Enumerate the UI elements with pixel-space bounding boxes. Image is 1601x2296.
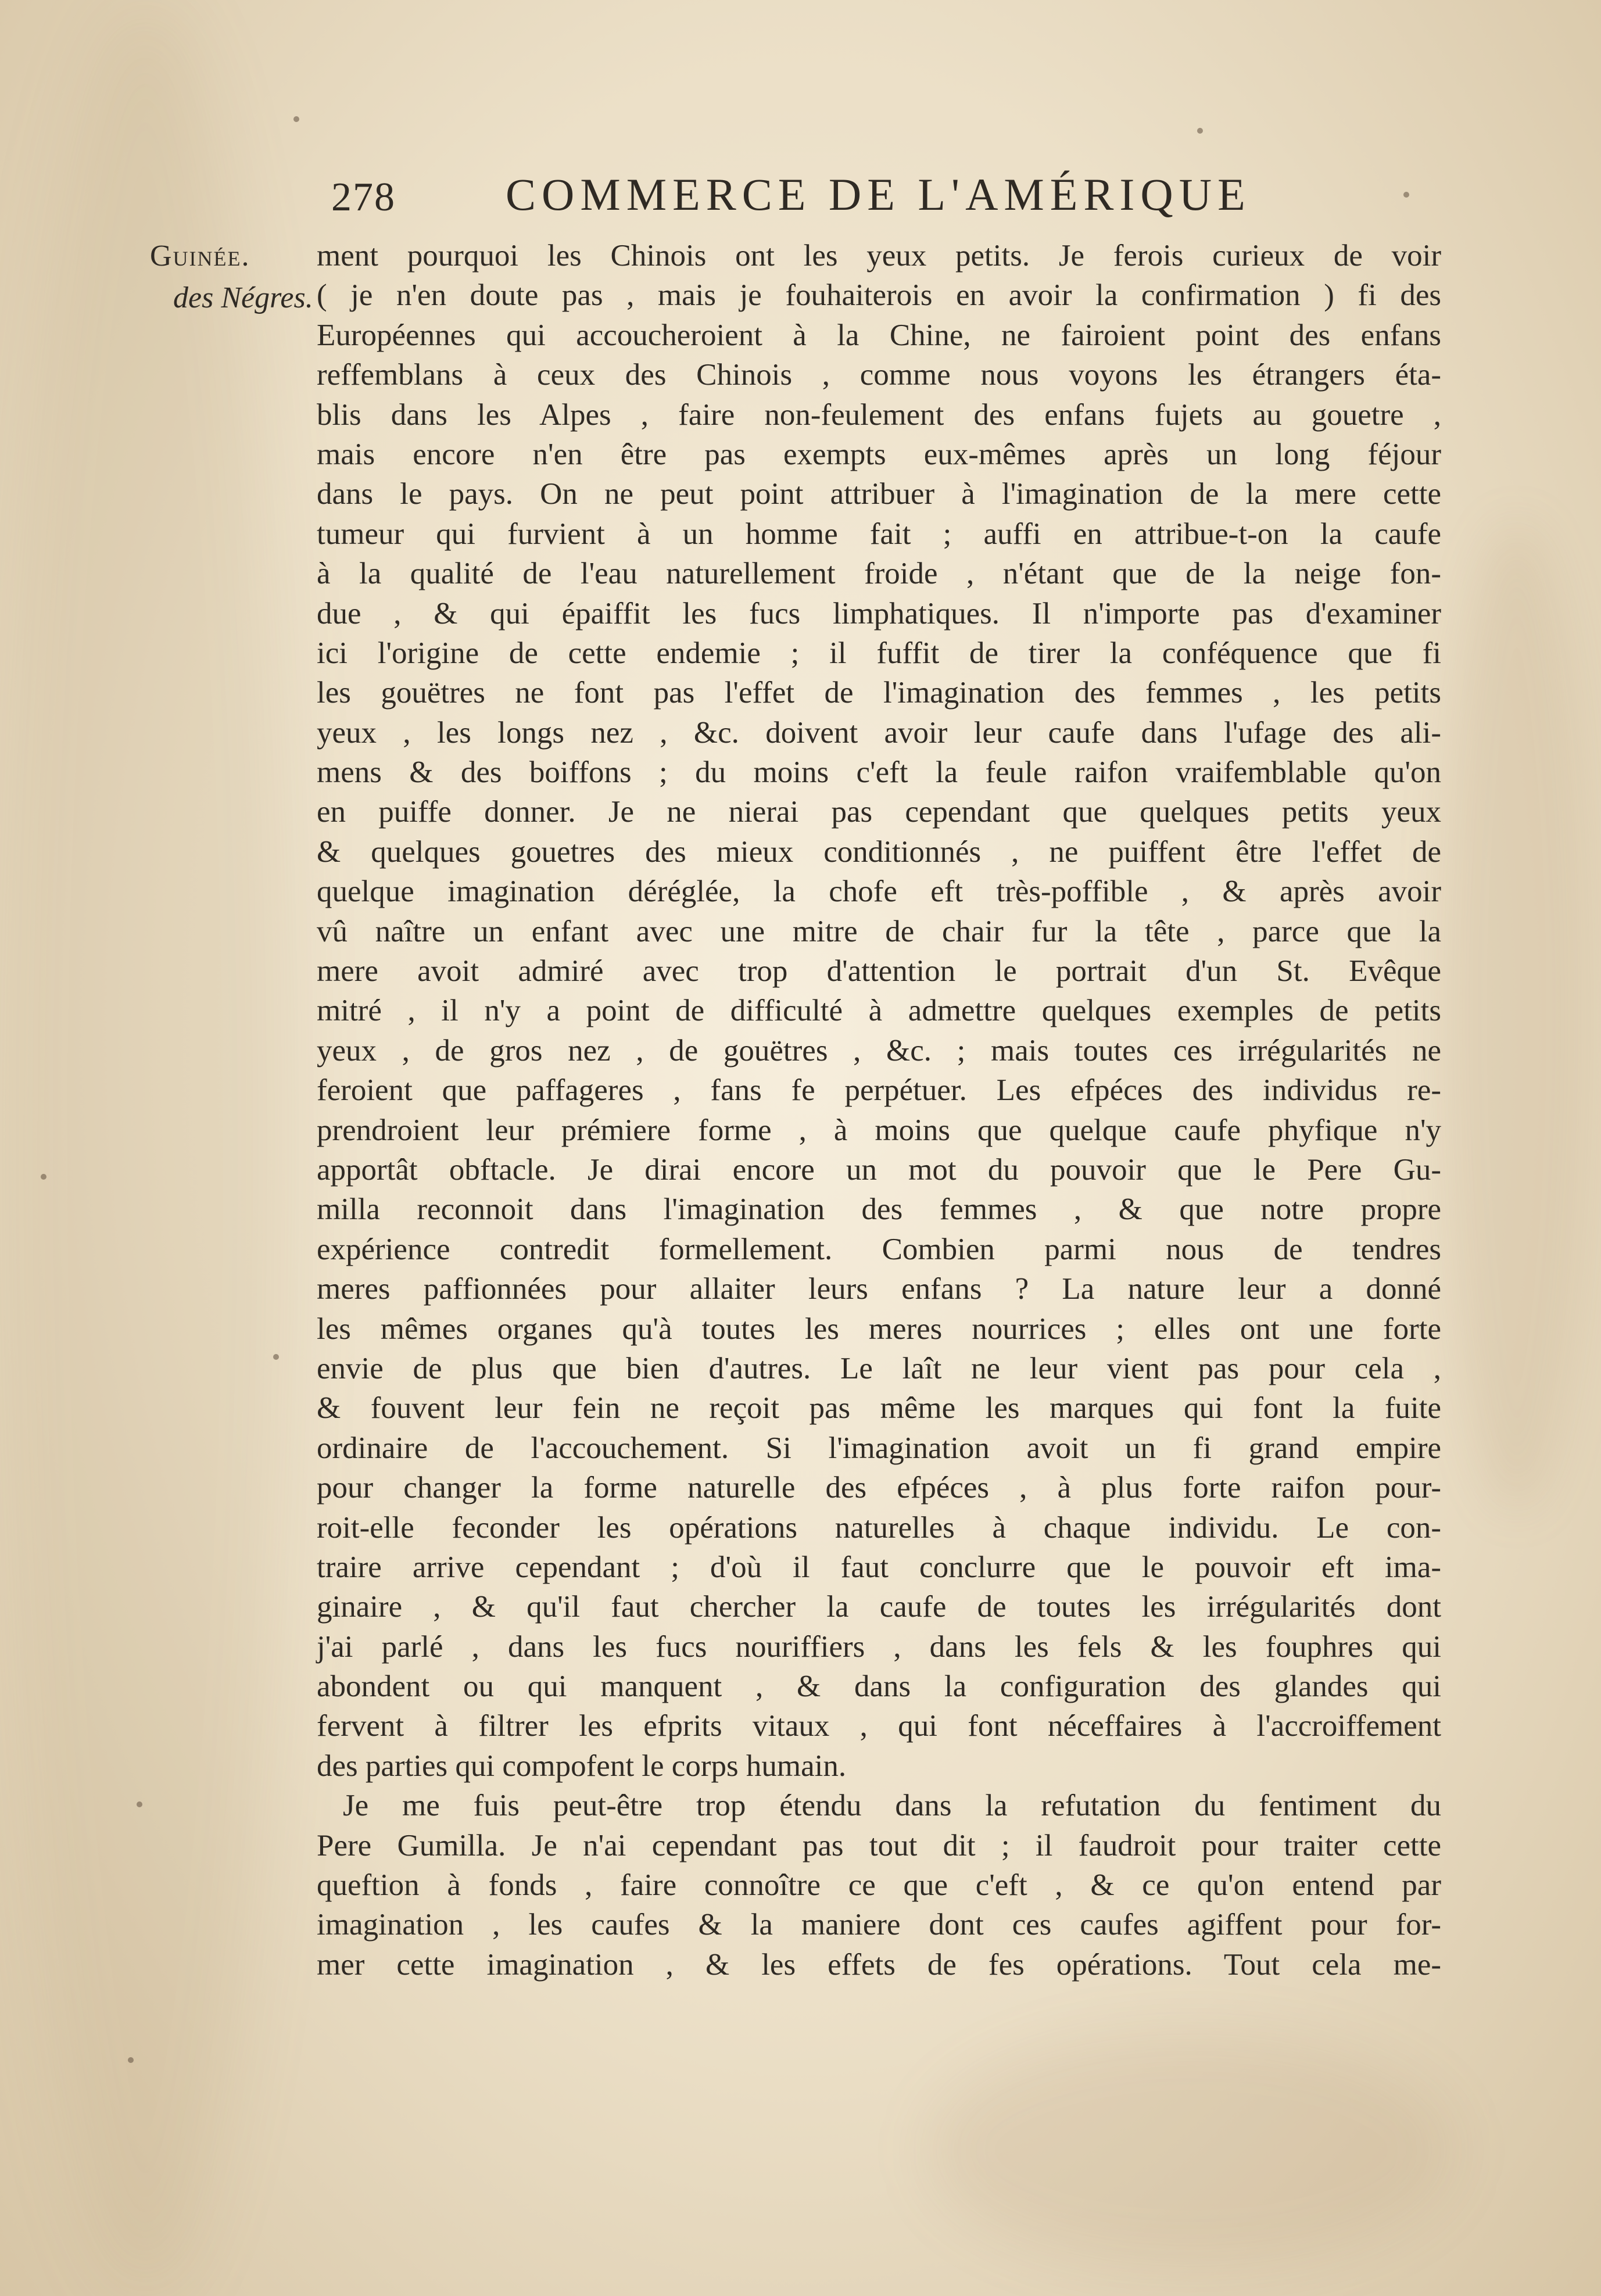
text-line: traire arrive cependant ; d'où il faut conclurre que le pouvoir eft ima-: [317, 1550, 1441, 1584]
text-line: due , & qui épaiffit les fucs limphatiques. Il n'importe pas d'examiner: [317, 596, 1441, 631]
text-line: j'ai parlé , dans les fucs nouriffiers , dans les fels & les fouphres qui: [317, 1629, 1441, 1664]
paper-speck: [137, 1801, 142, 1807]
paper-speck: [273, 1354, 279, 1360]
paper-speck: [41, 1174, 46, 1180]
text-line: reffemblans à ceux des Chinois , comme nous voyons les étrangers éta-: [317, 358, 1441, 392]
body-text: [317, 236, 1441, 1985]
text-line: fervent à filtrer les efprits vitaux , qui font néceffaires à l'accroiffement: [317, 1709, 1441, 1743]
text-line: roit-elle feconder les opérations naturelles à chaque individu. Le con-: [317, 1510, 1441, 1545]
text-line: abondent ou qui manquent , & dans la configuration des glandes qui: [317, 1670, 1441, 1704]
text-line: mens & des boiffons ; du moins c'eft la feule raifon vraifemblable qu'on: [317, 755, 1441, 790]
margin-note: [150, 235, 313, 319]
page-number: 278: [331, 175, 396, 220]
text-line: apportât obftacle. Je dirai encore un mot du pouvoir que le Pere Gu-: [317, 1152, 1441, 1187]
text-line: ( je n'en doute pas , mais je fouhaiterois en avoir la confirmation ) fi des: [317, 278, 1441, 313]
text-line: vû naître un enfant avec une mitre de chair fur la tête , parce que la: [317, 914, 1441, 948]
text-line: ici l'origine de cette endemie ; il fuffit de tirer la conféquence que fi: [317, 636, 1441, 670]
paper-stain: [0, 0, 291, 2296]
paper-speck: [293, 116, 299, 122]
text-line: mais encore n'en être pas exempts eux-mêmes après un long féjour: [317, 437, 1441, 471]
text-line: & fouvent leur fein ne reçoit pas même les marques qui font la fuite: [317, 1391, 1441, 1425]
text-line: expérience contredit formellement. Combien parmi nous de tendres: [317, 1232, 1441, 1266]
text-line: feroient que paffageres , fans fe perpétuer. Les efpéces des individus re-: [317, 1073, 1441, 1108]
text-line: Pere Gumilla. Je n'ai cependant pas tout dit ; il faudroit pour traiter cette: [317, 1828, 1441, 1862]
text-line: ment pourquoi les Chinois ont les yeux petits. Je ferois curieux de voir: [317, 239, 1441, 273]
text-line: yeux , de gros nez , de gouëtres , &c. ; mais toutes ces irrégularités ne: [317, 1033, 1441, 1068]
text-line: prendroient leur prémiere forme , à moins que quelque caufe phyfique n'y: [317, 1113, 1441, 1147]
text-line: yeux , les longs nez , &c. doivent avoir leur caufe dans l'ufage des ali-: [317, 715, 1441, 750]
page-header: [331, 169, 1435, 227]
text-line: tumeur qui furvient à un homme fait ; auffi en attribue-t-on la caufe: [317, 517, 1441, 551]
text-line: mitré , il n'y a point de difficulté à admettre quelques exemples de petits: [317, 994, 1441, 1028]
text-line: ordinaire de l'accouchement. Si l'imagination avoit un fi grand empire: [317, 1431, 1441, 1465]
text-line: meres paffionnées pour allaiter leurs enfans ? La nature leur a donné: [317, 1272, 1441, 1306]
paper-stain: [1441, 523, 1592, 1511]
text-line: milla reconnoit dans l'imagination des femmes , & que notre propre: [317, 1192, 1441, 1227]
paper-speck: [128, 2057, 134, 2063]
text-line: des parties qui compofent le corps humain.: [317, 1749, 847, 1783]
text-line: à la qualité de l'eau naturellement froide , n'étant que de la neige fon-: [317, 557, 1441, 591]
text-line: & quelques gouetres des mieux conditionnés , ne puiffent être l'effet de: [317, 834, 1441, 869]
paper-stain: [930, 2034, 1453, 2266]
text-line: dans le pays. On ne peut point attribuer à l'imagination de la mere cette: [317, 477, 1441, 511]
text-line: Européennes qui accoucheroient à la Chine, ne fairoient point des enfans: [317, 318, 1441, 352]
paper-speck: [1197, 128, 1203, 134]
text-line: ginaire , & qu'il faut chercher la caufe de toutes les irrégularités dont: [317, 1590, 1441, 1624]
text-line: pour changer la forme naturelle des efpéces , à plus forte raifon pour-: [317, 1471, 1441, 1505]
text-line: quelque imagination déréglée, la chofe eft très-poffible , & après avoir: [317, 875, 1441, 909]
margin-note-line: des Négres.: [173, 281, 313, 314]
text-line: queftion à fonds , faire connoître ce que c'eft , & ce qu'on entend par: [317, 1868, 1441, 1903]
text-line: mere avoit admiré avec trop d'attention le portrait d'un St. Evêque: [317, 954, 1441, 988]
text-line: les mêmes organes qu'à toutes les meres nourrices ; elles ont une forte: [317, 1312, 1441, 1346]
text-line: mer cette imagination , & les effets de fes opérations. Tout cela me-: [317, 1947, 1441, 1982]
text-line: imagination , les caufes & la maniere dont ces caufes agiffent pour for-: [317, 1908, 1441, 1942]
running-head: COMMERCE DE L'AMÉRIQUE: [506, 169, 1251, 220]
text-line: Je me fuis peut-être trop étendu dans la refutation du fentiment du: [343, 1789, 1441, 1823]
text-line: les gouëtres ne font pas l'effet de l'imagination des femmes , les petits: [317, 676, 1441, 710]
text-line: en puiffe donner. Je ne nierai pas cependant que quelques petits yeux: [317, 795, 1441, 829]
margin-note-line: Guinée.: [150, 239, 250, 273]
text-line: envie de plus que bien d'autres. Le laît ne leur vient pas pour cela ,: [317, 1351, 1441, 1385]
text-line: blis dans les Alpes , faire non-feulement des enfans fujets au gouetre ,: [317, 397, 1441, 432]
